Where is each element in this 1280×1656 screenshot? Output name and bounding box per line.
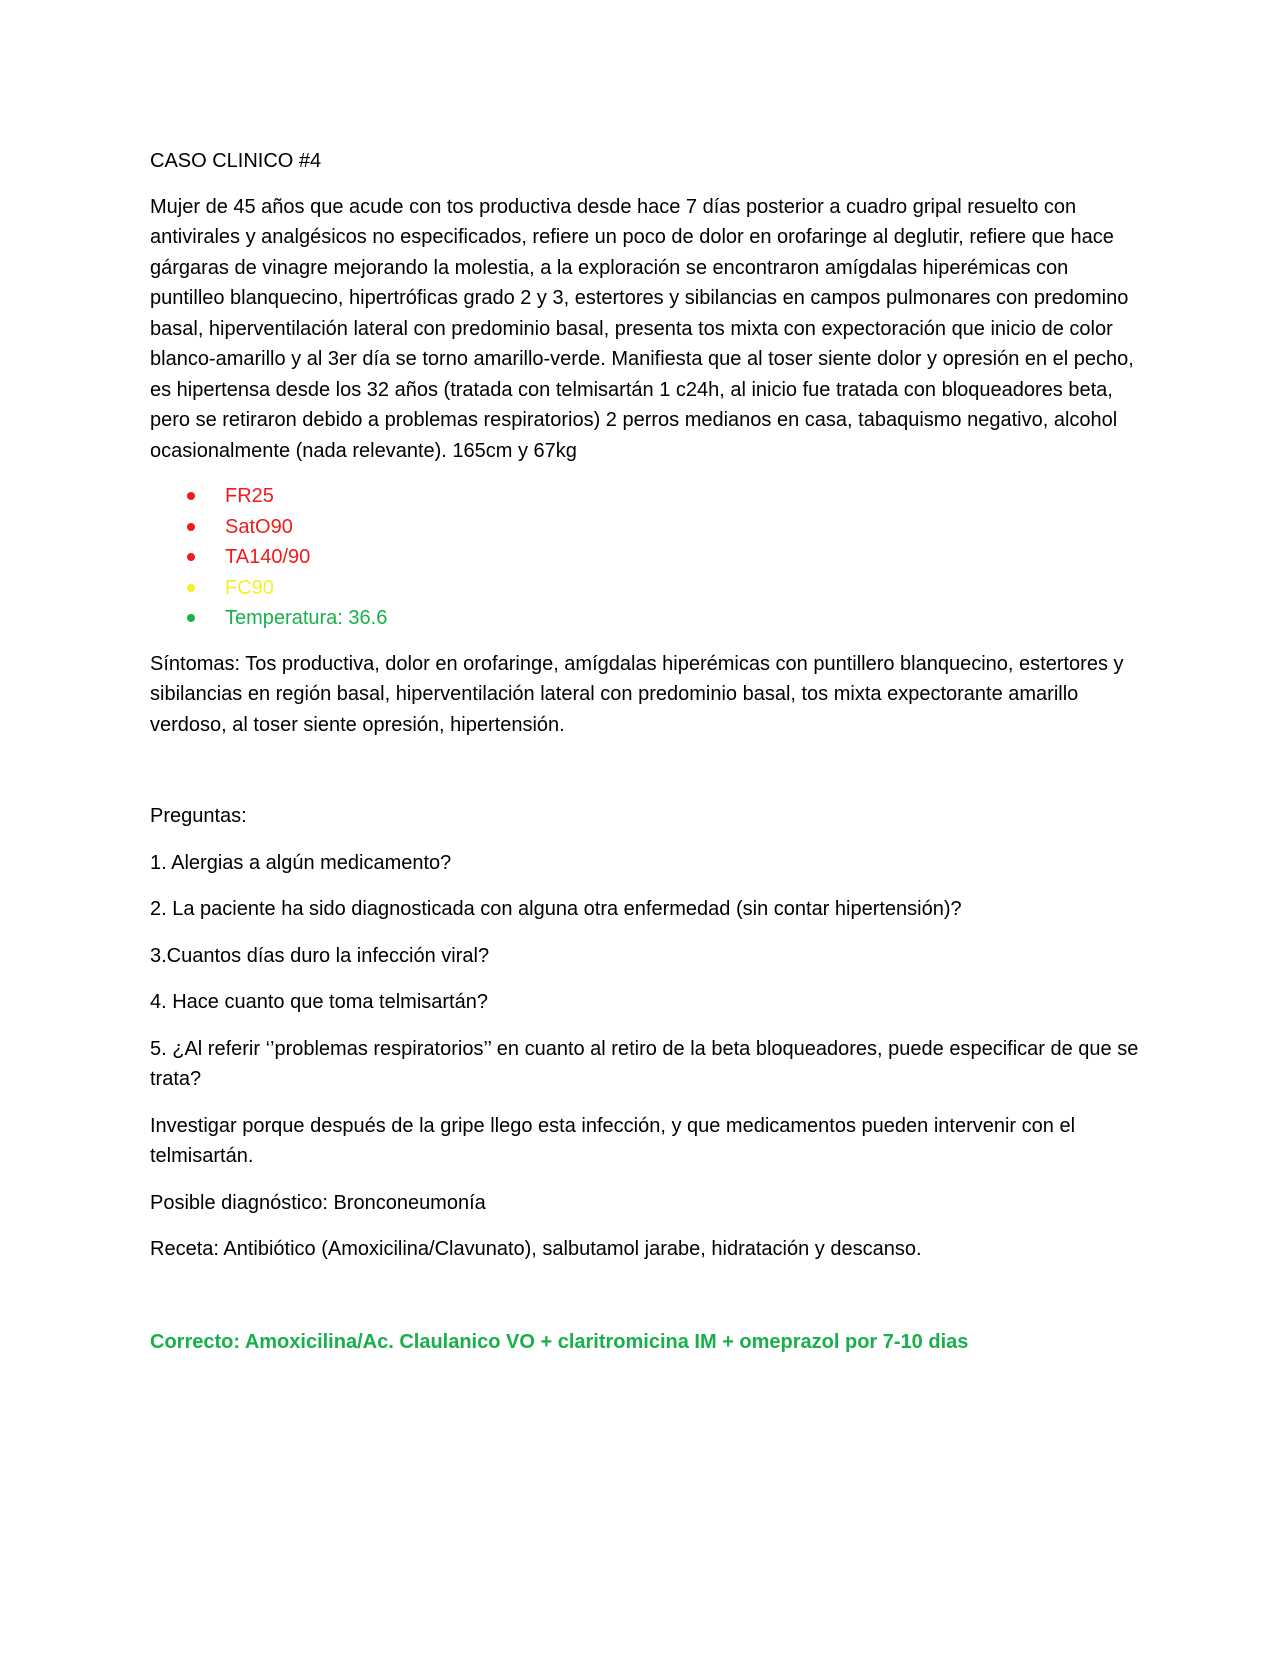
case-description: Mujer de 45 años que acude con tos productiva desde hace 7 días posterior a cuadro gripal resuelto con antivirales y analgésicos no especificados, refiere un poco de dolor en orofaringe al deglutir, refiere que hace gárgaras de vinagre mejorando la molestia, a la exploración se encontraron amígdalas hiperémicas con puntilleo blanquecino, hipertróficas grado 2 y 3, estertores y sibilancias en campos pulmonares con predomino basal, hiperventilación lateral con predominio basal, presenta tos mixta con expectoración que inicio de color blanco-amarillo y al 3er día se torno amarillo-verde. Manifiesta que al toser siente dolor y opresión en el pecho, es hipertensa desde los 32 años (tratada con telmisartán 1 c24h, al inicio fue tratada con bloqueadores beta, pero se retiraron debido a problemas respiratorios) 2 perros medianos en casa, tabaquismo negativo, alcohol ocasionalmente (nada relevante). 165cm y 67kg: [150, 195, 1134, 462]
correct-answer-line: Correcto: Amoxicilina/Ac. Claulanico VO + claritromicina IM + omeprazol por 7-10 dias: [150, 1330, 969, 1353]
bullet-dot-icon: [187, 523, 195, 531]
bullet-dot-icon: [187, 584, 195, 592]
vital-text: FR25: [225, 485, 274, 507]
symptoms-paragraph: Síntomas: Tos productiva, dolor en orofaringe, amígdalas hiperémicas con puntillero blanquecino, estertores y sibilancias en región basal, hiperventilación lateral con predominio basal, tos mixta expectorante amarillo verdoso, al toser siente opresión, hipertensión.: [150, 652, 1124, 736]
questions-heading: Preguntas:: [150, 805, 247, 827]
question-item: 3.Cuantos días duro la infección viral?: [150, 944, 490, 967]
question-item: 2. La paciente ha sido diagnosticada con alguna otra enfermedad (sin contar hipertensión)?: [150, 898, 962, 920]
document-page: [150, 146, 1140, 1357]
bullet-dot-icon: [187, 614, 195, 622]
vital-item-temperature: [150, 603, 1140, 634]
vital-item-fc: [150, 573, 1140, 604]
bullet-dot-icon: [187, 553, 195, 561]
question-item: 1. Alergias a algún medicamento?: [150, 851, 452, 874]
vital-item-sato: [150, 512, 1140, 543]
vital-item-ta: [150, 542, 1140, 573]
question-item: 4. Hace cuanto que toma telmisartán?: [150, 991, 488, 1013]
prescription-line: Receta: Antibiótico (Amoxicilina/Clavunato), salbutamol jarabe, hidratación y descanso.: [150, 1238, 922, 1260]
vital-text: Temperatura: 36.6: [225, 607, 388, 629]
bullet-dot-icon: [187, 492, 195, 500]
diagnosis-line: Posible diagnóstico: Bronconeumonía: [150, 1191, 486, 1214]
case-title: CASO CLINICO #4: [150, 150, 322, 172]
investigate-paragraph: Investigar porque después de la gripe llego esta infección, y que medicamentos pueden intervenir con el telmisartán.: [150, 1114, 1076, 1167]
blank-line: [150, 755, 1140, 801]
vital-text: TA140/90: [225, 546, 311, 568]
vital-text: SatO90: [225, 515, 293, 538]
vital-text: FC90: [225, 576, 274, 599]
blank-line: [150, 1281, 1140, 1327]
vital-item-fr: [150, 481, 1140, 512]
question-item: 5. ¿Al referir ‘’problemas respiratorios’’ en cuanto al retiro de la beta bloqueadores, puede especificar de que se trata?: [150, 1037, 1139, 1090]
vital-signs-list: [150, 481, 1140, 634]
